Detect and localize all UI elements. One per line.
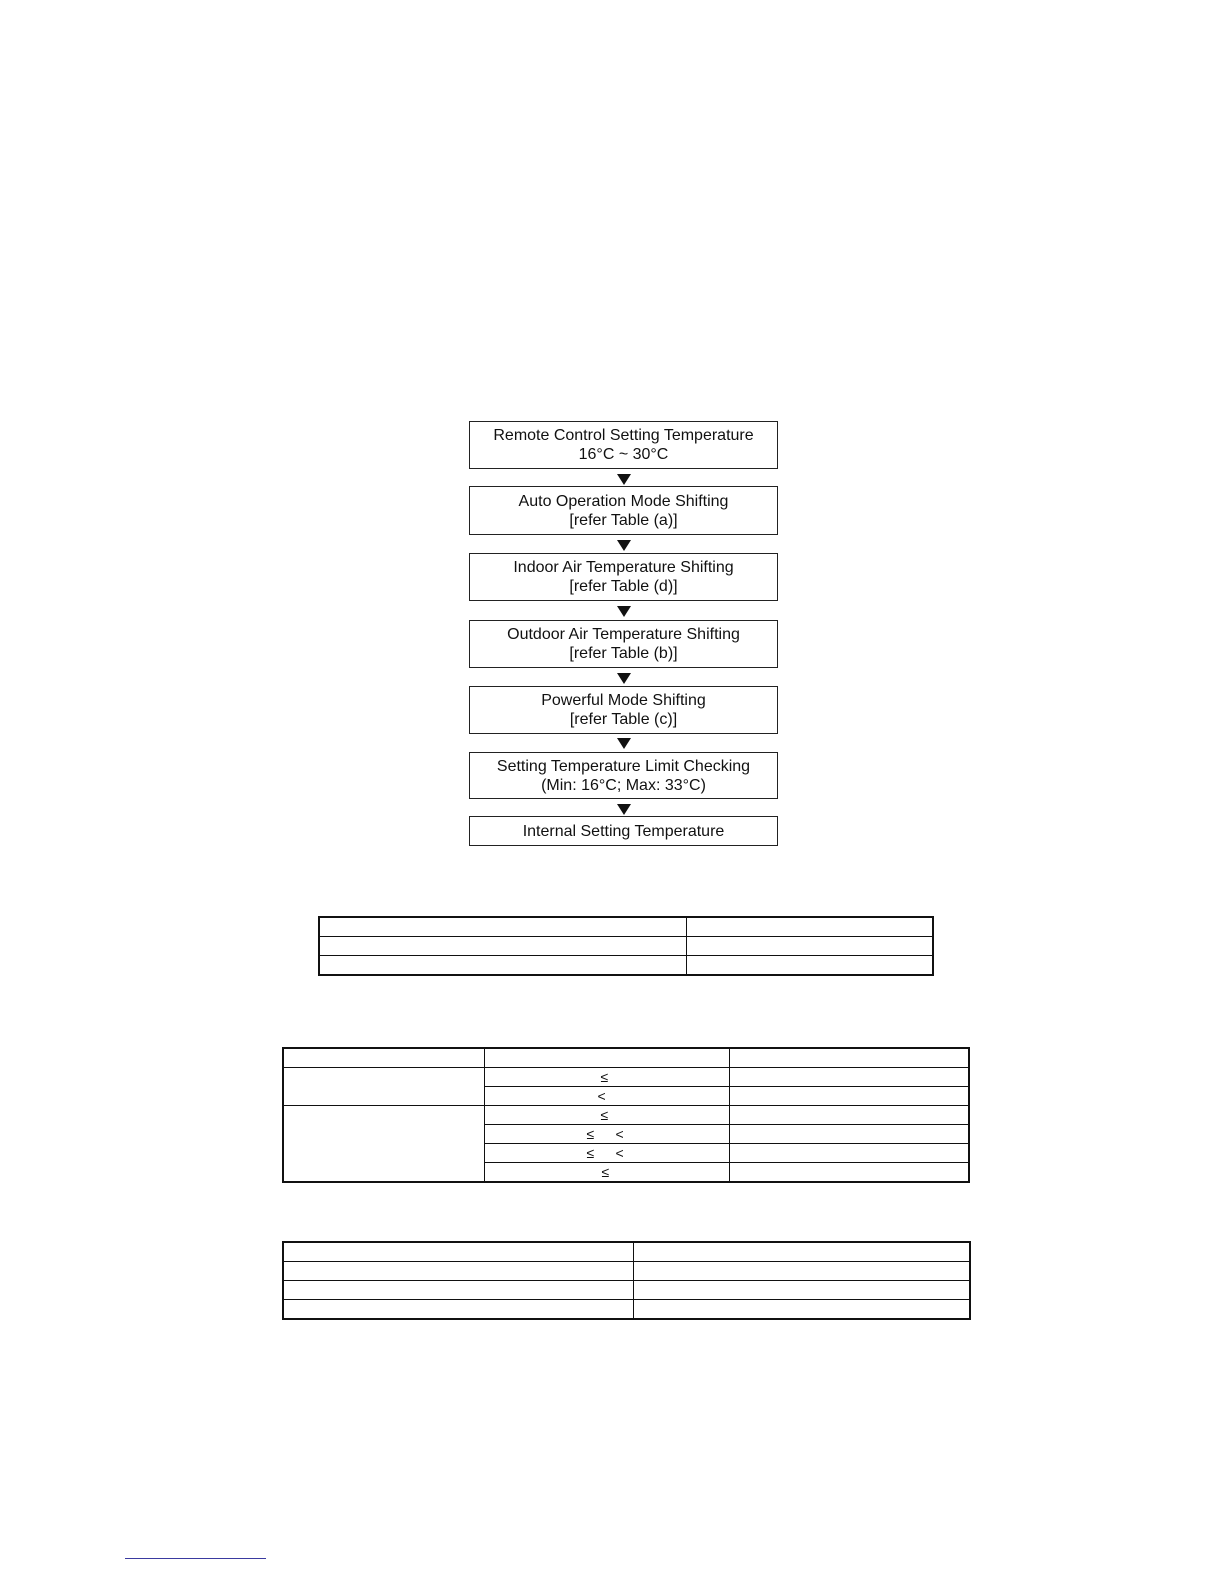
flow-step-powerful-mode bbox=[469, 686, 778, 734]
table-a bbox=[318, 916, 934, 976]
flow-step-title: Remote Control Setting Temperature bbox=[493, 427, 754, 444]
table-row bbox=[283, 1281, 970, 1300]
table-cell bbox=[729, 1125, 969, 1144]
less-or-equal-symbol: ≤ bbox=[586, 1145, 595, 1161]
flow-step-title: Setting Temperature Limit Checking bbox=[496, 757, 751, 775]
flow-step-title: Internal Setting Temperature bbox=[522, 822, 725, 840]
table-row bbox=[283, 1300, 970, 1320]
flow-step-subtitle: [refer Table (d)] bbox=[569, 578, 678, 595]
flow-step-title: Auto Operation Mode Shifting bbox=[518, 492, 729, 510]
table-c bbox=[282, 1241, 971, 1320]
table-cell bbox=[283, 1048, 484, 1068]
footnote-separator bbox=[125, 1558, 266, 1559]
flow-step-indoor-air bbox=[469, 553, 778, 601]
table-cell bbox=[633, 1300, 970, 1320]
table-cell bbox=[729, 1087, 969, 1106]
less-or-equal-symbol: ≤ bbox=[600, 1107, 609, 1123]
flow-arrow bbox=[617, 673, 631, 684]
flow-step-outdoor-air bbox=[469, 620, 778, 668]
flow-step-subtitle: [refer Table (b)] bbox=[569, 645, 678, 662]
table-cell bbox=[729, 1144, 969, 1163]
table-cell bbox=[484, 1087, 729, 1106]
table-cell bbox=[633, 1281, 970, 1300]
table-cell bbox=[283, 1281, 633, 1300]
table-cell bbox=[484, 1068, 729, 1087]
table-b bbox=[282, 1047, 970, 1183]
table-cell bbox=[686, 956, 933, 976]
table-cell bbox=[686, 937, 933, 956]
table-row bbox=[319, 956, 933, 976]
flow-step-limit-checking bbox=[469, 752, 778, 799]
flow-step-remote-control bbox=[469, 421, 778, 469]
less-or-equal-symbol: ≤ bbox=[586, 1126, 595, 1142]
flow-step-auto-operation bbox=[469, 486, 778, 535]
table-cell-merged bbox=[283, 1068, 484, 1106]
table-row bbox=[283, 1068, 969, 1087]
table-cell bbox=[283, 1242, 633, 1262]
less-than-symbol: < bbox=[615, 1126, 624, 1142]
flow-step-internal-setting bbox=[469, 816, 778, 846]
table-cell bbox=[319, 956, 686, 976]
flow-step-subtitle: 16°C ~ 30°C bbox=[578, 446, 669, 463]
less-than-symbol: < bbox=[597, 1088, 606, 1104]
flow-step-subtitle: [refer Table (c)] bbox=[569, 711, 678, 728]
table-cell bbox=[633, 1262, 970, 1281]
table-cell bbox=[283, 1300, 633, 1320]
flow-step-title: Powerful Mode Shifting bbox=[541, 692, 706, 709]
table-cell bbox=[633, 1242, 970, 1262]
table-cell bbox=[729, 1048, 969, 1068]
flow-arrow bbox=[617, 474, 631, 485]
table-cell bbox=[319, 937, 686, 956]
table-row bbox=[319, 937, 933, 956]
less-or-equal-symbol: ≤ bbox=[601, 1164, 610, 1180]
flow-arrow bbox=[617, 540, 631, 551]
flow-arrow bbox=[617, 804, 631, 815]
table-cell bbox=[319, 917, 686, 937]
flow-step-subtitle: [refer Table (a)] bbox=[569, 511, 678, 529]
table-row bbox=[283, 1048, 969, 1068]
table-cell bbox=[729, 1106, 969, 1125]
table-cell bbox=[484, 1106, 729, 1125]
table-cell bbox=[729, 1163, 969, 1183]
table-row bbox=[283, 1106, 969, 1125]
table-cell bbox=[484, 1163, 729, 1183]
table-cell bbox=[484, 1144, 729, 1163]
table-cell bbox=[484, 1048, 729, 1068]
table-cell bbox=[729, 1068, 969, 1087]
table-cell bbox=[686, 917, 933, 937]
flow-step-subtitle: (Min: 16°C; Max: 33°C) bbox=[541, 776, 706, 794]
less-than-symbol: < bbox=[615, 1145, 624, 1161]
table-row bbox=[283, 1242, 970, 1262]
table-cell bbox=[283, 1262, 633, 1281]
less-or-equal-symbol: ≤ bbox=[600, 1069, 609, 1085]
table-cell bbox=[484, 1125, 729, 1144]
table-cell-merged bbox=[283, 1106, 484, 1183]
flow-step-title: Indoor Air Temperature Shifting bbox=[513, 559, 734, 576]
flow-arrow bbox=[617, 606, 631, 617]
table-row bbox=[319, 917, 933, 937]
table-row bbox=[283, 1262, 970, 1281]
flow-arrow bbox=[617, 738, 631, 749]
flow-step-title: Outdoor Air Temperature Shifting bbox=[507, 626, 740, 643]
